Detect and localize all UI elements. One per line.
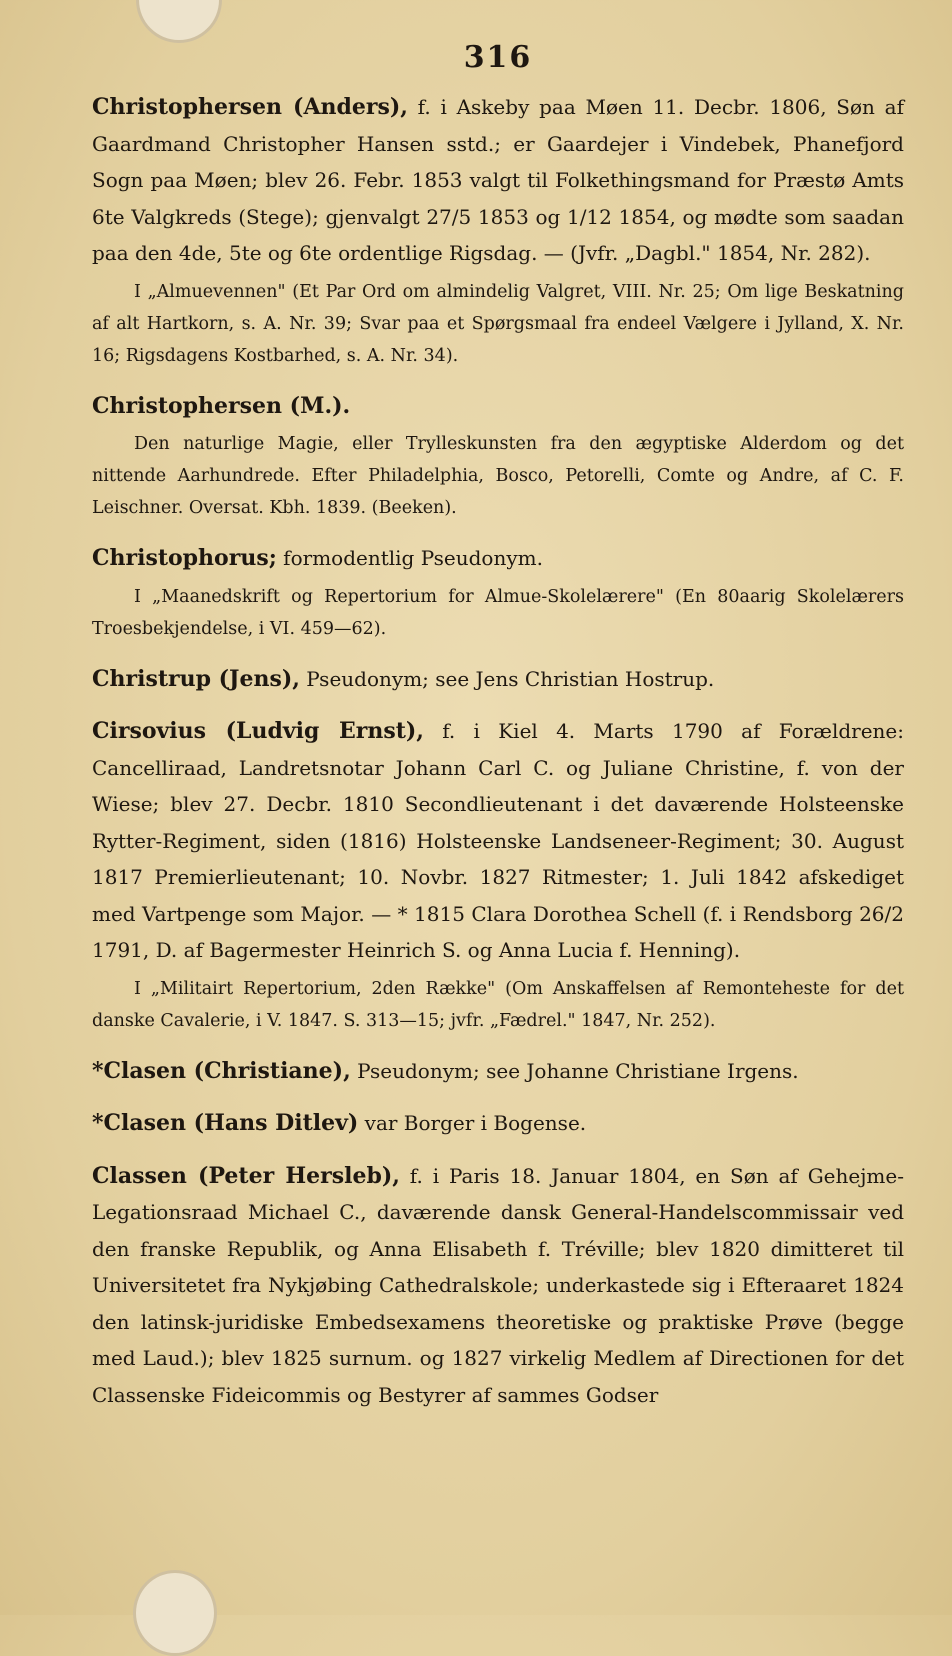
entry-christophorus [92,540,904,645]
entry-clasen-hans [92,1105,904,1142]
entry-christophersen-anders [92,89,904,372]
entry-body: var Borger i Bogense. [358,1111,587,1135]
entry-body: formodentlig Pseudonym. [276,546,543,570]
entry-note: I „Maanedskrift og Repertorium for Almue-Skolelærere" (En 80aarig Skolelærers Troesbekjendelse, i VI. 459—62). [92,586,904,639]
entry-note: Den naturlige Magie, eller Trylleskunsten fra den ægyptiske Alderdom og det nittende Aarhundrede. Efter Philadelphia, Bosco, Petorelli, Comte og Andre, af C. F. Leischner. Oversat. Kbh. 1839. (Beeken). [92,434,904,518]
entry-heading: Christophersen (Anders), [92,94,408,120]
entry-heading: *Clasen (Hans Ditlev) [92,1110,359,1136]
book-page [92,40,904,1413]
entry-heading: Christrup (Jens), [92,665,300,692]
entry-classen-peter [92,1158,904,1414]
entry-heading: Christophorus; [92,545,277,571]
entry-body: f. i Kiel 4. Marts 1790 af Forældrene: Cancelliraad, Landretsnotar Johann Carl C. og Juliane Christine, f. von der Wiese; blev 27. Decbr. 1810 Secondlieutenant i det daværende Holsteenske Rytter-Regiment, siden (1816) Holsteenske Landseneer-Regiment; 30. August 1817 Premierlieutenant; 10. Novbr. 1827 Ritmester; 1. Juli 1842 afskediget med Vartpenge som Major. — * 1815 Clara Dorothea Schell (f. i Rendsborg 26/2 1791, D. af Bagermester Heinrich S. og Anna Lucia f. Henning). [92,719,904,962]
entry-body: Pseudonym; see Jens Christian Hostrup. [299,666,715,691]
entry-heading: Classen (Peter Hersleb), [92,1162,400,1189]
entry-cirsovius [92,713,904,1037]
entry-body: f. i Askeby paa Møen 11. Decbr. 1806, Søn af Gaardmand Christopher Hansen sstd.; er Gaardejer i Vindebek, Phanefjord Sogn paa Møen; blev 26. Febr. 1853 valgt til Folkethingsmand for Præstø Amts 6te Valgkreds (Stege); gjenvalgt 27/5 1853 og 1/12 1854, og mødte som saadan paa den 4de, 5te og 6te ordentlige Rigsdag. — (Jvfr. „Dagbl." 1854, Nr. 282). [92,95,904,265]
entry-heading: Cirsovius (Ludvig Ernst), [92,718,424,744]
entry-christophersen-m [92,388,904,525]
entry-heading: *Clasen (Christiane), [92,1057,351,1084]
paper-punch-hole-top [136,0,222,43]
entry-note: I „Militairt Repertorium, 2den Række" (Om Anskaffelsen af Remonteheste for det danske Cavalerie, i V. 1847. S. 313—15; jvfr. „Fædrel." 1847, Nr. 252). [92,978,904,1031]
entry-clasen-christiane [92,1053,904,1090]
page-number: 316 [463,40,533,75]
entry-note: I „Almuevennen" (Et Par Ord om almindelig Valgret, VIII. Nr. 25; Om lige Beskatning af alt Hartkorn, s. A. Nr. 39; Svar paa et Spørgsmaal fra endeel Vælgere i Jylland, X. Nr. 16; Rigsdagens Kostbarhed, s. A. Nr. 34). [92,281,904,366]
entry-heading: Christophersen (M.). [92,392,351,419]
entry-body: Pseudonym; see Johanne Christiane Irgens. [350,1058,799,1083]
entry-christrup [92,661,904,698]
entry-body: f. i Paris 18. Januar 1804, en Søn af Gehejme-Legationsraad Michael C., daværende dansk General-Handelscommissair ved den franske Republik, og Anna Elisabeth f. Tréville; blev 1820 dimitteret til Universitetet fra Nykjøbing Cathedralskole; underkastede sig i Efteraaret 1824 den latinsk-juridiske Embedsexamens theoretiske og praktiske Prøve (begge med Laud.); blev 1825 surnum. og 1827 virkelig Medlem af Directionen for det Classenske Fideicommis og Bestyrer af sammes Godser [92,1163,904,1407]
paper-punch-hole-bottom [133,1570,217,1656]
